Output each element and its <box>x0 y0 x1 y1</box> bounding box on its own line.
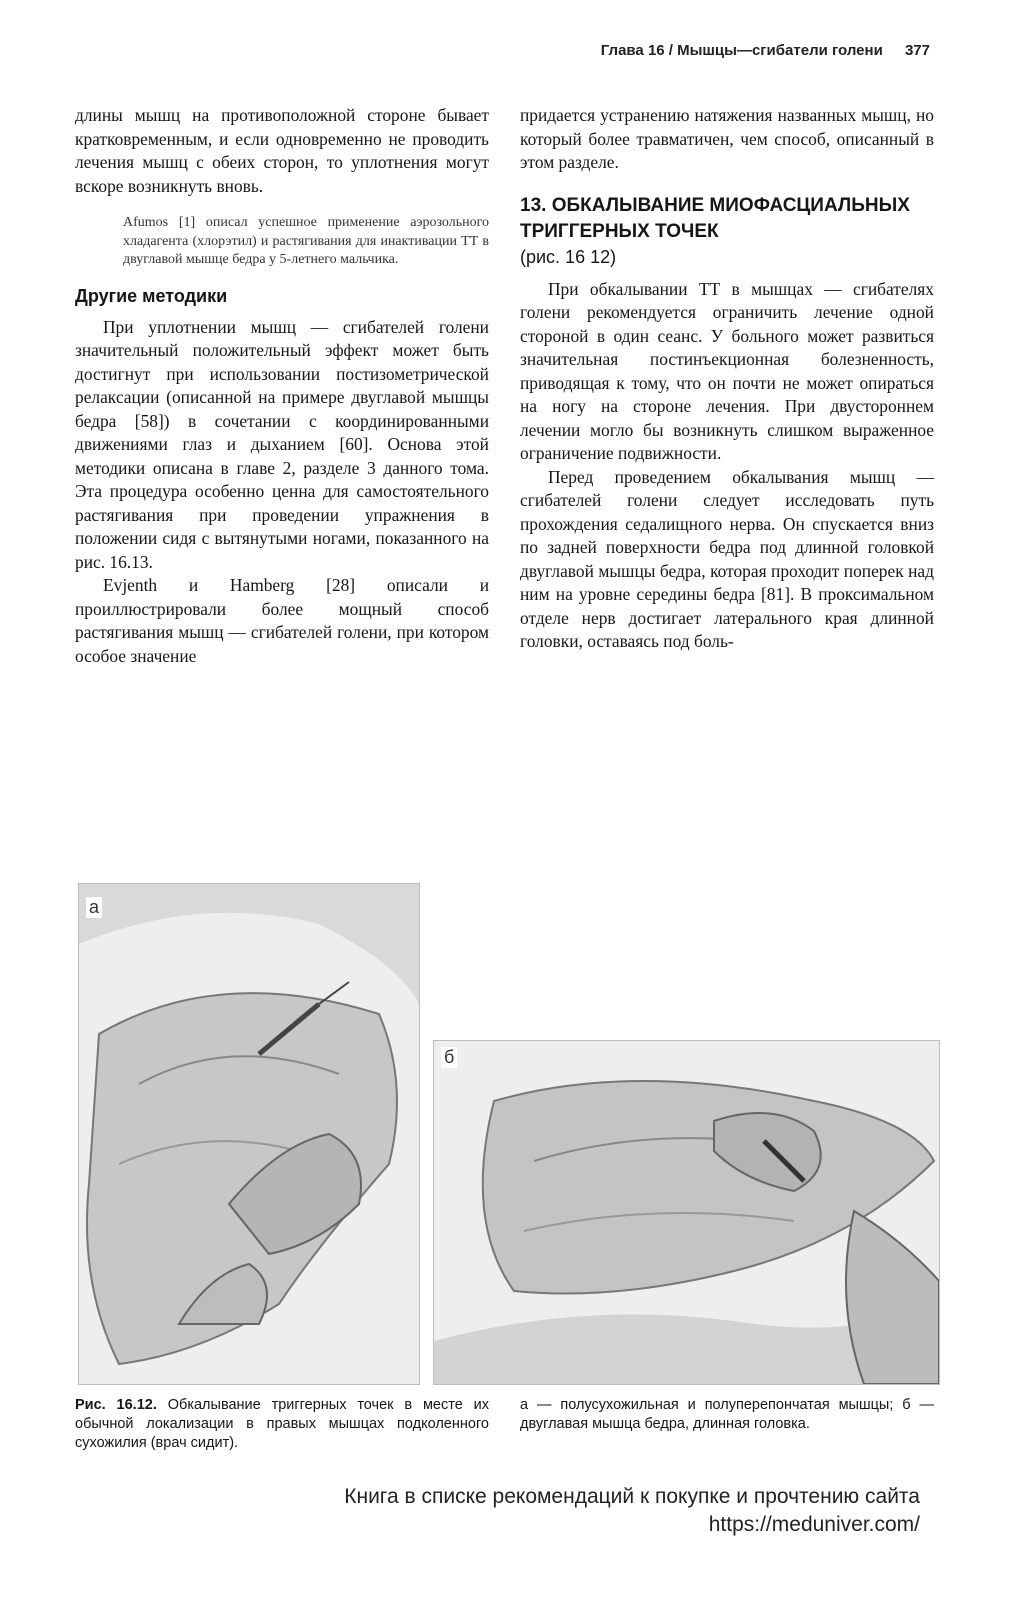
figure-panel-a-label: а <box>86 897 102 918</box>
running-head <box>601 42 930 59</box>
subheading-other-methods: Другие методики <box>75 285 228 306</box>
figure-caption-text-left: Обкалывание триггерных точек в месте их обычной локализации в правых мышцах подколенного сухожилия (врач сидит). <box>75 1397 489 1451</box>
illustration-injection-semitendinosus <box>79 884 419 1384</box>
reference-note: Afumos [1] описал успешное применение аэрозольного хладагента (хлорэтил) и растягивания для инактивации ТТ в двуглавой мышце бедра у 5-летнего мальчика. <box>123 215 489 267</box>
figure-caption-label: Рис. 16.12. <box>75 1397 157 1413</box>
right-column <box>520 104 934 654</box>
figure-caption-right <box>520 1396 934 1434</box>
right-paragraph-1: придается устранению натяжения названных мышц, но который более травматичен, чем способ, описанный в этом разделе. <box>520 105 934 172</box>
right-paragraph-2: При обкалывании ТТ в мышцах — сгибателях голени рекомендуется ограничить лечение одной стороной в один сеанс. У больного может развиться значительная постинъекционная болезненность, приводящая к тому, что он почти не может опираться на ногу на стороне лечения. При двустороннем лечении могло бы возникнуть слишком выраженное ограничение подвижности. <box>520 278 934 463</box>
figure-caption-left <box>75 1396 489 1453</box>
figure-panel-a <box>78 883 420 1385</box>
right-paragraph-3: Перед проведением обкалывания мышц — сгибателей голени следует исследовать путь прохождения седалищного нерва. Он спускается вниз по задней поверхности бедра под длинной головкой двуглавой мышцы бедра, которая проходит поперек над ним на уровне середины бедра [81]. В проксимальном отделе нерв достигает латерального края длинной головки, оставаясь под боль- <box>520 466 934 651</box>
left-column <box>75 104 489 668</box>
left-paragraph-1: длины мышц на противоположной стороне бывает кратковременным, и если одновременно не проводить лечения мышц с обеих сторон, то уплотнения могут вскоре возникнуть вновь. <box>75 105 489 196</box>
figure-panel-b-label: б <box>441 1047 457 1068</box>
section-figure-reference: (рис. 16 12) <box>520 246 617 267</box>
illustration-injection-biceps-femoris <box>434 1041 939 1384</box>
figure-caption-text-right: а — полусухожильная и полуперепончатая мышцы; б — двуглавая мышца бедра, длинная головка. <box>520 1397 934 1432</box>
left-paragraph-2: При уплотнении мышц — сгибателей голени значительный положительный эффект может быть достигнут при использовании постизометрической релаксации (описанной на примере двуглавой мышцы бедра [58]) в сочетании с координированными движениями глаз и дыханием [60]. Основа этой методики описана в главе 2, разделе 3 данного тома. Эта процедура особенно ценна для самостоятельного растягивания при проведении упражнения в положении сидя с вытянутыми ногами, показанного на рис. 16.13. <box>75 316 489 572</box>
left-paragraph-3: Evjenth и Hamberg [28] описали и проиллюстрировали более мощный способ растягивания мышц — сгибателей голени, при котором особое значение <box>75 575 489 666</box>
page-number: 377 <box>904 42 930 59</box>
running-title: Глава 16 / Мышцы—сгибатели голени <box>600 42 883 59</box>
section-title: 13. ОБКАЛЫВАНИЕ МИОФАСЦИАЛЬНЫХ ТРИГГЕРНЫХ ТОЧЕК <box>520 194 910 242</box>
footer-note: Книга в списке рекомендаций к покупке и прочтению сайта https://meduniver.com/ <box>344 1485 920 1536</box>
figure-panel-b <box>433 1040 940 1385</box>
